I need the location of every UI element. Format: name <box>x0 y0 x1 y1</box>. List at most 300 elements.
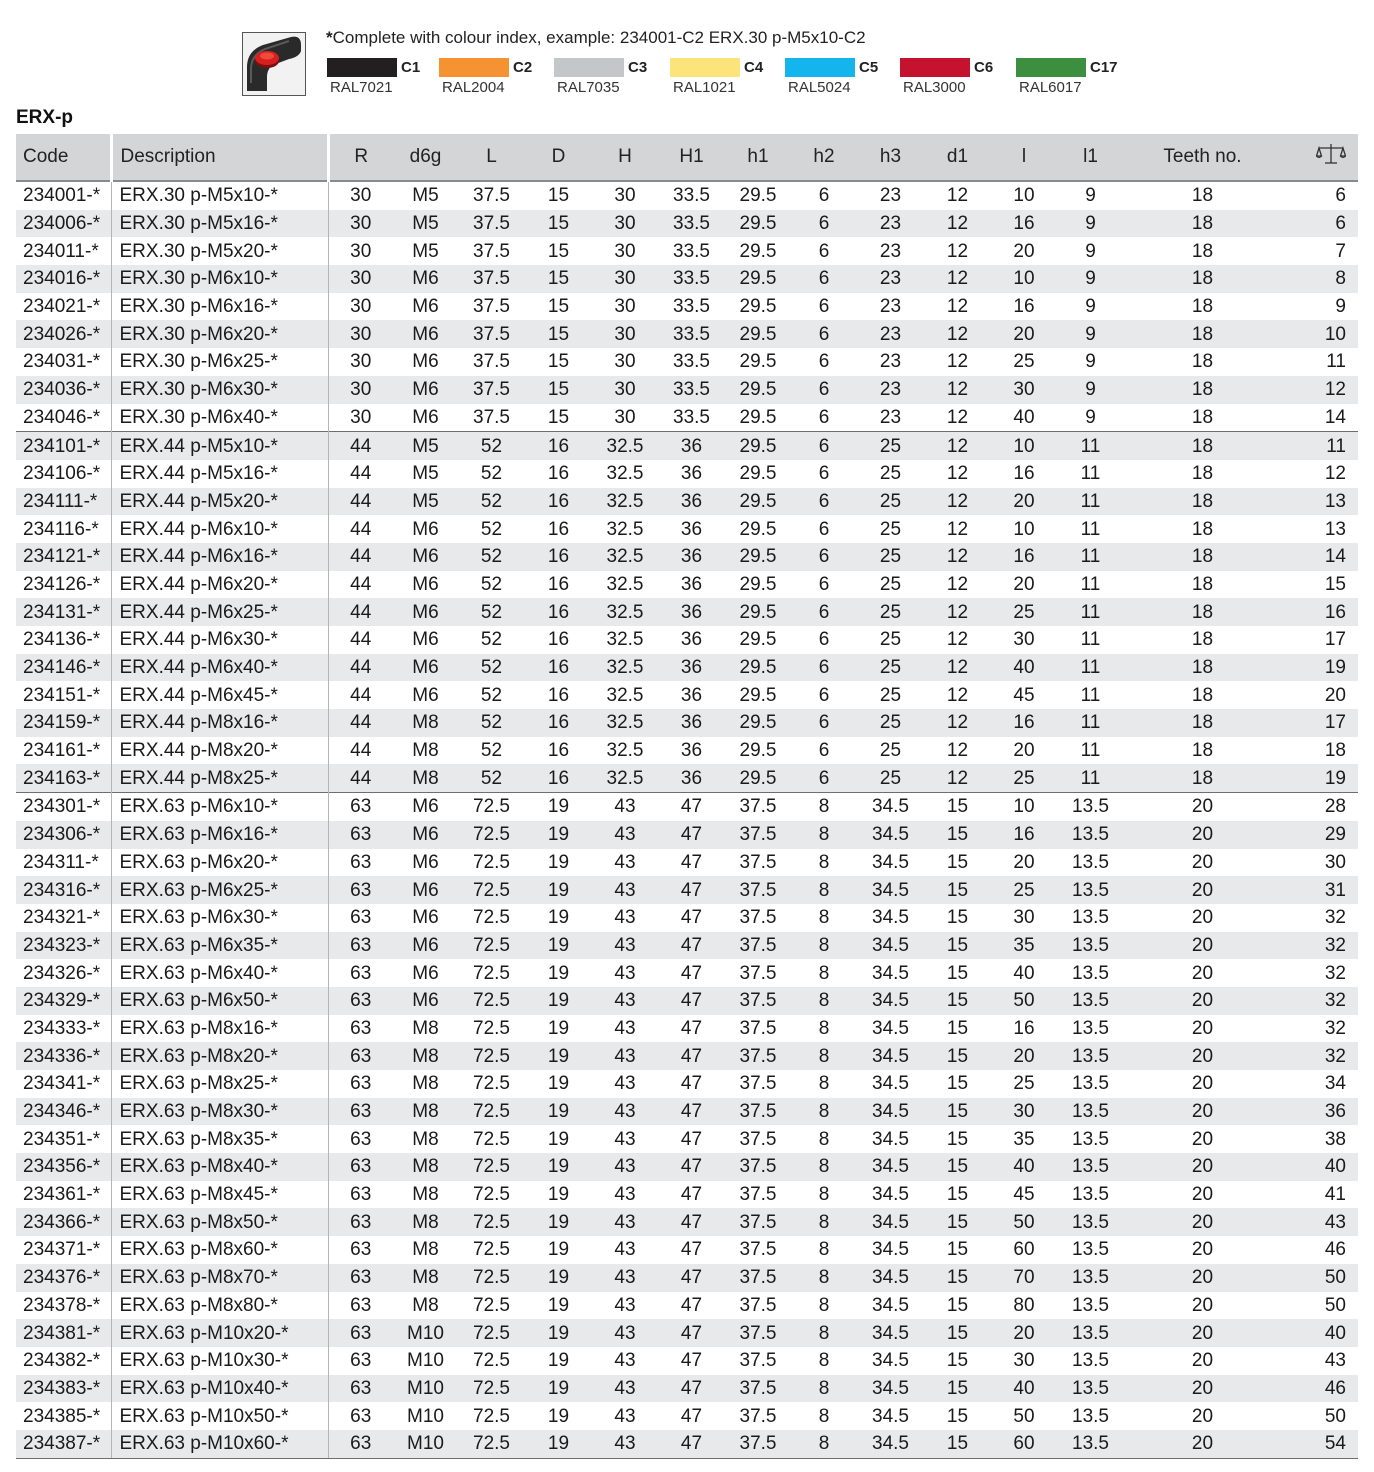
table-row <box>16 488 1358 516</box>
cell-h1-lower: 37.5 <box>739 907 777 929</box>
cell-l-length: 37.5 <box>473 240 510 262</box>
cell-l1: 11 <box>1057 432 1124 460</box>
cell-l-lower: 30 <box>1013 1350 1035 1372</box>
cell-l1: 13.5 <box>1072 851 1109 873</box>
cell-h2: 6 <box>791 432 857 460</box>
cell-h1-upper: 47 <box>658 876 725 904</box>
cell-teeth-no: 18 <box>1191 406 1214 428</box>
cell-d6g: M6 <box>393 793 458 821</box>
cell-description: ERX.44 p-M8x16-* <box>111 709 328 737</box>
cell-h: 43 <box>592 821 658 849</box>
cell-l-length: 72.5 <box>473 1128 510 1150</box>
cell-l-lower: 20 <box>1013 240 1035 262</box>
swatch-ral: RAL5024 <box>788 79 851 96</box>
cell-r: 63 <box>328 932 393 960</box>
cell-r: 44 <box>350 684 372 706</box>
table-row <box>16 1402 1358 1430</box>
cell-h3: 23 <box>857 320 924 348</box>
cell-d1: 12 <box>924 488 991 516</box>
col-header-h3: h3 <box>857 134 924 181</box>
cell-h1-lower: 29.5 <box>725 488 791 516</box>
table-row <box>16 1430 1358 1458</box>
cell-r: 63 <box>350 1128 372 1150</box>
cell-d-diameter: 16 <box>547 684 570 706</box>
cell-h2: 8 <box>791 1042 857 1070</box>
cell-l-length: 72.5 <box>458 987 525 1015</box>
cell-d1: 12 <box>946 573 969 595</box>
cell-d6g: M8 <box>412 1239 439 1261</box>
cell-d-diameter: 19 <box>525 1098 592 1126</box>
cell-d-diameter: 15 <box>547 240 570 262</box>
cell-d6g: M5 <box>412 185 439 207</box>
cell-h3: 25 <box>857 709 924 737</box>
cell-teeth-no: 18 <box>1124 210 1281 238</box>
cell-teeth-no: 20 <box>1124 1098 1281 1126</box>
cell-l1: 9 <box>1085 406 1096 428</box>
cell-h1-lower: 29.5 <box>739 629 777 651</box>
cell-teeth-no: 20 <box>1191 1239 1214 1261</box>
cell-h1-lower: 37.5 <box>725 876 791 904</box>
cell-h2: 6 <box>818 296 830 318</box>
cell-h3: 23 <box>857 210 924 238</box>
cell-h1-upper: 47 <box>658 1042 725 1070</box>
col-header-h2: h2 <box>791 134 857 181</box>
cell-code: 234011-* <box>16 237 111 265</box>
cell-d1: 15 <box>946 1239 969 1261</box>
cell-l-length: 52 <box>480 573 503 595</box>
cell-l-lower: 20 <box>991 488 1057 516</box>
cell-h1-upper: 33.5 <box>658 210 725 238</box>
cell-d-diameter: 19 <box>525 1264 592 1292</box>
cell-r: 30 <box>350 296 372 318</box>
cell-l-lower: 10 <box>1013 518 1035 540</box>
cell-l1: 13.5 <box>1072 1073 1109 1095</box>
cell-r: 63 <box>350 1294 372 1316</box>
cell-description: ERX.44 p-M6x45-* <box>111 681 328 709</box>
cell-h: 43 <box>592 932 658 960</box>
cell-description: ERX.44 p-M8x20-* <box>111 737 328 765</box>
cell-d-diameter: 19 <box>525 1375 592 1403</box>
cell-weight: 17 <box>1324 629 1346 651</box>
cell-h1-lower: 37.5 <box>739 962 777 984</box>
cell-h1-lower: 29.5 <box>725 654 791 682</box>
cell-description: ERX.63 p-M8x16-* <box>111 1015 328 1043</box>
cell-l1: 13.5 <box>1057 1375 1124 1403</box>
col-header-l1: l1 <box>1057 134 1124 181</box>
cell-teeth-no: 20 <box>1191 1128 1214 1150</box>
cell-d1: 15 <box>924 876 991 904</box>
cell-l-lower: 16 <box>991 210 1057 238</box>
cell-h2: 8 <box>818 1239 830 1261</box>
cell-d6g: M5 <box>412 463 439 485</box>
cell-d6g: M8 <box>393 1098 458 1126</box>
col-header-l-length: L <box>458 134 525 181</box>
cell-h1-upper: 47 <box>680 1350 703 1372</box>
cell-l1: 13.5 <box>1072 1128 1109 1150</box>
cell-description: ERX.30 p-M5x20-* <box>111 237 328 265</box>
cell-h1-lower: 29.5 <box>739 573 777 595</box>
cell-h3: 34.5 <box>872 1405 909 1427</box>
cell-code: 234336-* <box>16 1042 111 1070</box>
cell-l-length: 72.5 <box>473 1017 510 1039</box>
table-header <box>16 134 1358 181</box>
cell-h3: 25 <box>857 543 924 571</box>
cell-r: 30 <box>350 240 372 262</box>
cell-d1: 12 <box>924 543 991 571</box>
cell-h1-lower: 29.5 <box>725 598 791 626</box>
cell-h1-upper: 47 <box>658 1430 725 1458</box>
cell-teeth-no: 18 <box>1191 740 1214 762</box>
cell-d6g: M8 <box>393 1264 458 1292</box>
table-row <box>16 932 1358 960</box>
cell-l1: 9 <box>1057 376 1124 404</box>
cell-h1-upper: 33.5 <box>673 351 710 373</box>
cell-h3: 34.5 <box>857 1153 924 1181</box>
cell-h: 43 <box>592 1208 658 1236</box>
cell-weight: 32 <box>1324 907 1346 929</box>
cell-h: 30 <box>592 376 658 404</box>
cell-l1: 9 <box>1085 240 1096 262</box>
cell-teeth-no: 20 <box>1191 907 1214 929</box>
table-row <box>16 793 1358 821</box>
cell-l-lower: 30 <box>1013 629 1035 651</box>
cell-l-length: 72.5 <box>458 793 525 821</box>
cell-weight: 29 <box>1281 821 1358 849</box>
cell-h1-upper: 47 <box>680 1017 703 1039</box>
cell-d6g: M10 <box>393 1430 458 1458</box>
swatch-c17 <box>1016 58 1126 98</box>
col-header-weight <box>1281 134 1358 181</box>
cell-d-diameter: 19 <box>525 793 592 821</box>
cell-weight: 11 <box>1281 432 1358 460</box>
cell-d-diameter: 19 <box>525 1319 592 1347</box>
cell-d6g: M10 <box>393 1319 458 1347</box>
cell-h1-lower: 37.5 <box>739 1128 777 1150</box>
cell-l-lower: 60 <box>1013 1239 1035 1261</box>
cell-r: 30 <box>328 320 393 348</box>
cell-description: ERX.63 p-M6x50-* <box>111 987 328 1015</box>
cell-code: 234387-* <box>16 1430 111 1458</box>
cell-h1-upper: 47 <box>680 851 703 873</box>
cell-teeth-no: 18 <box>1124 432 1281 460</box>
cell-weight: 6 <box>1281 210 1358 238</box>
cell-h3: 34.5 <box>872 907 909 929</box>
cell-d6g: M10 <box>407 1350 444 1372</box>
cell-weight: 7 <box>1335 240 1346 262</box>
cell-l-length: 72.5 <box>458 932 525 960</box>
cell-l-lower: 20 <box>1013 573 1035 595</box>
cell-l-length: 37.5 <box>458 320 525 348</box>
cell-description: ERX.44 p-M6x16-* <box>111 543 328 571</box>
cell-teeth-no: 20 <box>1191 1294 1214 1316</box>
cell-description: ERX.63 p-M6x10-* <box>111 793 328 821</box>
cell-h3: 23 <box>879 240 902 262</box>
cell-teeth-no: 18 <box>1124 320 1281 348</box>
cell-d1: 15 <box>946 1294 969 1316</box>
weight-scale-icon <box>1316 142 1346 166</box>
cell-teeth-no: 18 <box>1124 265 1281 293</box>
cell-l1: 13.5 <box>1057 987 1124 1015</box>
col-header-h1-lower: h1 <box>725 134 791 181</box>
col-header-l-lower: l <box>991 134 1057 181</box>
swatch-color-bar <box>1016 58 1086 77</box>
cell-description: ERX.44 p-M6x30-* <box>111 626 328 654</box>
cell-description: ERX.63 p-M8x20-* <box>111 1042 328 1070</box>
cell-h1-upper: 33.5 <box>673 240 710 262</box>
cell-description: ERX.63 p-M8x40-* <box>111 1153 328 1181</box>
cell-d1: 12 <box>924 432 991 460</box>
cell-d-diameter: 15 <box>547 351 570 373</box>
cell-h1-upper: 47 <box>658 1375 725 1403</box>
cell-code: 234371-* <box>16 1236 111 1264</box>
cell-description: ERX.63 p-M10x60-* <box>111 1430 328 1458</box>
cell-r: 44 <box>350 573 372 595</box>
cell-description: ERX.30 p-M5x16-* <box>111 210 328 238</box>
cell-d1: 15 <box>924 1098 991 1126</box>
cell-h2: 8 <box>818 1405 830 1427</box>
cell-h1-lower: 37.5 <box>725 987 791 1015</box>
cell-h3: 34.5 <box>872 851 909 873</box>
cell-d-diameter: 16 <box>547 629 570 651</box>
cell-d1: 12 <box>924 654 991 682</box>
cell-description: ERX.63 p-M6x25-* <box>111 876 328 904</box>
cell-d-diameter: 19 <box>525 876 592 904</box>
cell-h3: 34.5 <box>857 1042 924 1070</box>
swatch-ral: RAL7035 <box>557 79 620 96</box>
cell-weight: 50 <box>1281 1264 1358 1292</box>
cell-l1: 13.5 <box>1072 1184 1109 1206</box>
cell-weight: 40 <box>1281 1153 1358 1181</box>
cell-h2: 8 <box>818 1294 830 1316</box>
cell-weight: 14 <box>1324 406 1346 428</box>
cell-h: 32.5 <box>606 463 644 485</box>
cell-code: 234001-* <box>16 181 111 210</box>
cell-l-lower: 80 <box>1013 1294 1035 1316</box>
cell-h2: 6 <box>791 320 857 348</box>
cell-h3: 23 <box>879 185 902 207</box>
cell-h2: 6 <box>818 406 830 428</box>
cell-d6g: M6 <box>412 351 439 373</box>
cell-h: 30 <box>592 265 658 293</box>
spec-table <box>16 134 1358 1459</box>
cell-l1: 9 <box>1085 296 1096 318</box>
cell-d-diameter: 16 <box>547 463 570 485</box>
cell-teeth-no: 20 <box>1124 821 1281 849</box>
cell-l-length: 52 <box>480 629 503 651</box>
cell-l1: 13.5 <box>1057 1042 1124 1070</box>
cell-h: 43 <box>614 1350 636 1372</box>
swatch-color-bar <box>670 58 740 77</box>
cell-description: ERX.63 p-M6x40-* <box>111 959 328 987</box>
table-row <box>16 237 1358 265</box>
cell-code: 234385-* <box>16 1402 111 1430</box>
cell-d-diameter: 16 <box>547 740 570 762</box>
cell-h1-lower: 37.5 <box>739 851 777 873</box>
cell-d6g: M6 <box>393 821 458 849</box>
swatch-code: C4 <box>744 59 764 76</box>
cell-l-length: 72.5 <box>458 1375 525 1403</box>
cell-h: 32.5 <box>592 598 658 626</box>
cell-h1-upper: 36 <box>658 543 725 571</box>
cell-h1-lower: 29.5 <box>725 543 791 571</box>
cell-h: 30 <box>592 320 658 348</box>
cell-l-lower: 25 <box>991 764 1057 792</box>
cell-h2: 8 <box>818 1350 830 1372</box>
cell-h1-upper: 47 <box>658 793 725 821</box>
cell-h1-lower: 29.5 <box>725 432 791 460</box>
cell-r: 63 <box>328 1098 393 1126</box>
cell-description: ERX.30 p-M6x16-* <box>111 293 328 321</box>
cell-l1: 13.5 <box>1057 1153 1124 1181</box>
cell-h2: 8 <box>818 851 830 873</box>
swatch-c1 <box>327 58 437 98</box>
cell-h1-upper: 33.5 <box>658 265 725 293</box>
cell-d-diameter: 19 <box>525 932 592 960</box>
cell-l-lower: 50 <box>991 1208 1057 1236</box>
cell-description: ERX.63 p-M6x30-* <box>111 904 328 932</box>
cell-teeth-no: 18 <box>1191 296 1214 318</box>
cell-h2: 6 <box>791 543 857 571</box>
cell-h: 43 <box>614 907 636 929</box>
cell-d6g: M8 <box>393 1208 458 1236</box>
cell-d1: 12 <box>946 684 969 706</box>
cell-teeth-no: 18 <box>1124 543 1281 571</box>
cell-code: 234116-* <box>16 515 111 543</box>
cell-description: ERX.63 p-M8x60-* <box>111 1236 328 1264</box>
cell-l-length: 72.5 <box>473 1350 510 1372</box>
cell-h: 30 <box>614 240 636 262</box>
table-row <box>16 265 1358 293</box>
cell-teeth-no: 20 <box>1124 876 1281 904</box>
cell-l-length: 37.5 <box>473 185 510 207</box>
col-header-d-diameter: D <box>525 134 592 181</box>
cell-h2: 6 <box>818 185 830 207</box>
cell-description: ERX.63 p-M8x30-* <box>111 1098 328 1126</box>
cell-r: 30 <box>328 265 393 293</box>
cell-h1-upper: 47 <box>680 962 703 984</box>
cell-teeth-no: 18 <box>1124 488 1281 516</box>
cell-l1: 13.5 <box>1057 1208 1124 1236</box>
cell-h1-upper: 47 <box>680 1128 703 1150</box>
cell-l1: 11 <box>1080 629 1101 651</box>
cell-d6g: M8 <box>393 709 458 737</box>
table-row <box>16 210 1358 238</box>
cell-weight: 46 <box>1324 1239 1346 1261</box>
cell-l-lower: 45 <box>1013 684 1035 706</box>
cell-l-lower: 25 <box>1013 1073 1035 1095</box>
cell-code: 234351-* <box>16 1125 111 1153</box>
cell-l-lower: 10 <box>1013 185 1035 207</box>
cell-h1-lower: 37.5 <box>725 1098 791 1126</box>
cell-h2: 8 <box>791 1430 857 1458</box>
cell-l1: 9 <box>1085 185 1096 207</box>
cell-d6g: M6 <box>412 406 439 428</box>
cell-l-lower: 45 <box>1013 1184 1035 1206</box>
cell-h2: 8 <box>818 962 830 984</box>
cell-d-diameter: 19 <box>525 1430 592 1458</box>
cell-code: 234026-* <box>16 320 111 348</box>
cell-h1-lower: 29.5 <box>739 296 777 318</box>
cell-d1: 12 <box>946 463 969 485</box>
cell-h1-lower: 37.5 <box>739 1350 777 1372</box>
cell-h: 43 <box>614 1128 636 1150</box>
cell-h2: 8 <box>818 1073 830 1095</box>
cell-code: 234316-* <box>16 876 111 904</box>
cell-h2: 6 <box>818 629 830 651</box>
cell-weight: 14 <box>1281 543 1358 571</box>
cell-teeth-no: 20 <box>1191 1184 1214 1206</box>
cell-h1-upper: 47 <box>680 1184 703 1206</box>
cell-h2: 6 <box>791 488 857 516</box>
cell-r: 44 <box>328 654 393 682</box>
table-row <box>16 1098 1358 1126</box>
cell-r: 44 <box>350 740 372 762</box>
cell-weight: 46 <box>1281 1375 1358 1403</box>
cell-h2: 6 <box>791 709 857 737</box>
cell-description: ERX.44 p-M5x20-* <box>111 488 328 516</box>
cell-d1: 12 <box>924 210 991 238</box>
cell-d1: 15 <box>946 907 969 929</box>
cell-d-diameter: 19 <box>547 1184 570 1206</box>
cell-r: 63 <box>350 1350 372 1372</box>
cell-d1: 12 <box>946 240 969 262</box>
cell-d6g: M6 <box>412 907 439 929</box>
table-row <box>16 181 1358 210</box>
cell-l-length: 72.5 <box>473 907 510 929</box>
cell-teeth-no: 18 <box>1191 684 1214 706</box>
cell-l-length: 72.5 <box>458 876 525 904</box>
cell-d-diameter: 15 <box>525 320 592 348</box>
cell-weight: 32 <box>1324 962 1346 984</box>
cell-d1: 12 <box>946 518 969 540</box>
cell-h: 30 <box>614 406 636 428</box>
table-row <box>16 376 1358 404</box>
cell-d6g: M8 <box>412 1073 439 1095</box>
cell-teeth-no: 20 <box>1191 962 1214 984</box>
cell-h1-upper: 47 <box>658 932 725 960</box>
cell-r: 63 <box>328 1042 393 1070</box>
cell-h: 30 <box>614 185 636 207</box>
cell-h3: 23 <box>879 406 902 428</box>
cell-weight: 19 <box>1281 654 1358 682</box>
cell-l-lower: 10 <box>991 265 1057 293</box>
cell-l-length: 52 <box>458 598 525 626</box>
cell-d6g: M8 <box>412 1017 439 1039</box>
cell-l1: 9 <box>1057 320 1124 348</box>
cell-l-length: 72.5 <box>473 962 510 984</box>
table-row <box>16 320 1358 348</box>
cell-h2: 8 <box>791 876 857 904</box>
cell-code: 234361-* <box>16 1181 111 1209</box>
swatch-ral: RAL2004 <box>442 79 505 96</box>
swatch-ral: RAL3000 <box>903 79 966 96</box>
cell-teeth-no: 18 <box>1191 573 1214 595</box>
cell-l-length: 52 <box>480 740 503 762</box>
cell-h1-lower: 37.5 <box>739 1184 777 1206</box>
table-row <box>16 1015 1358 1043</box>
cell-h1-upper: 47 <box>658 1098 725 1126</box>
cell-teeth-no: 20 <box>1124 1153 1281 1181</box>
cell-l-length: 72.5 <box>473 1239 510 1261</box>
cell-l-lower: 25 <box>991 876 1057 904</box>
cell-code: 234378-* <box>16 1292 111 1320</box>
cell-l1: 11 <box>1080 684 1101 706</box>
cell-weight: 54 <box>1281 1430 1358 1458</box>
cell-code: 234366-* <box>16 1208 111 1236</box>
cell-h: 43 <box>592 1319 658 1347</box>
cell-h1-lower: 37.5 <box>725 1319 791 1347</box>
cell-h1-lower: 37.5 <box>739 1017 777 1039</box>
